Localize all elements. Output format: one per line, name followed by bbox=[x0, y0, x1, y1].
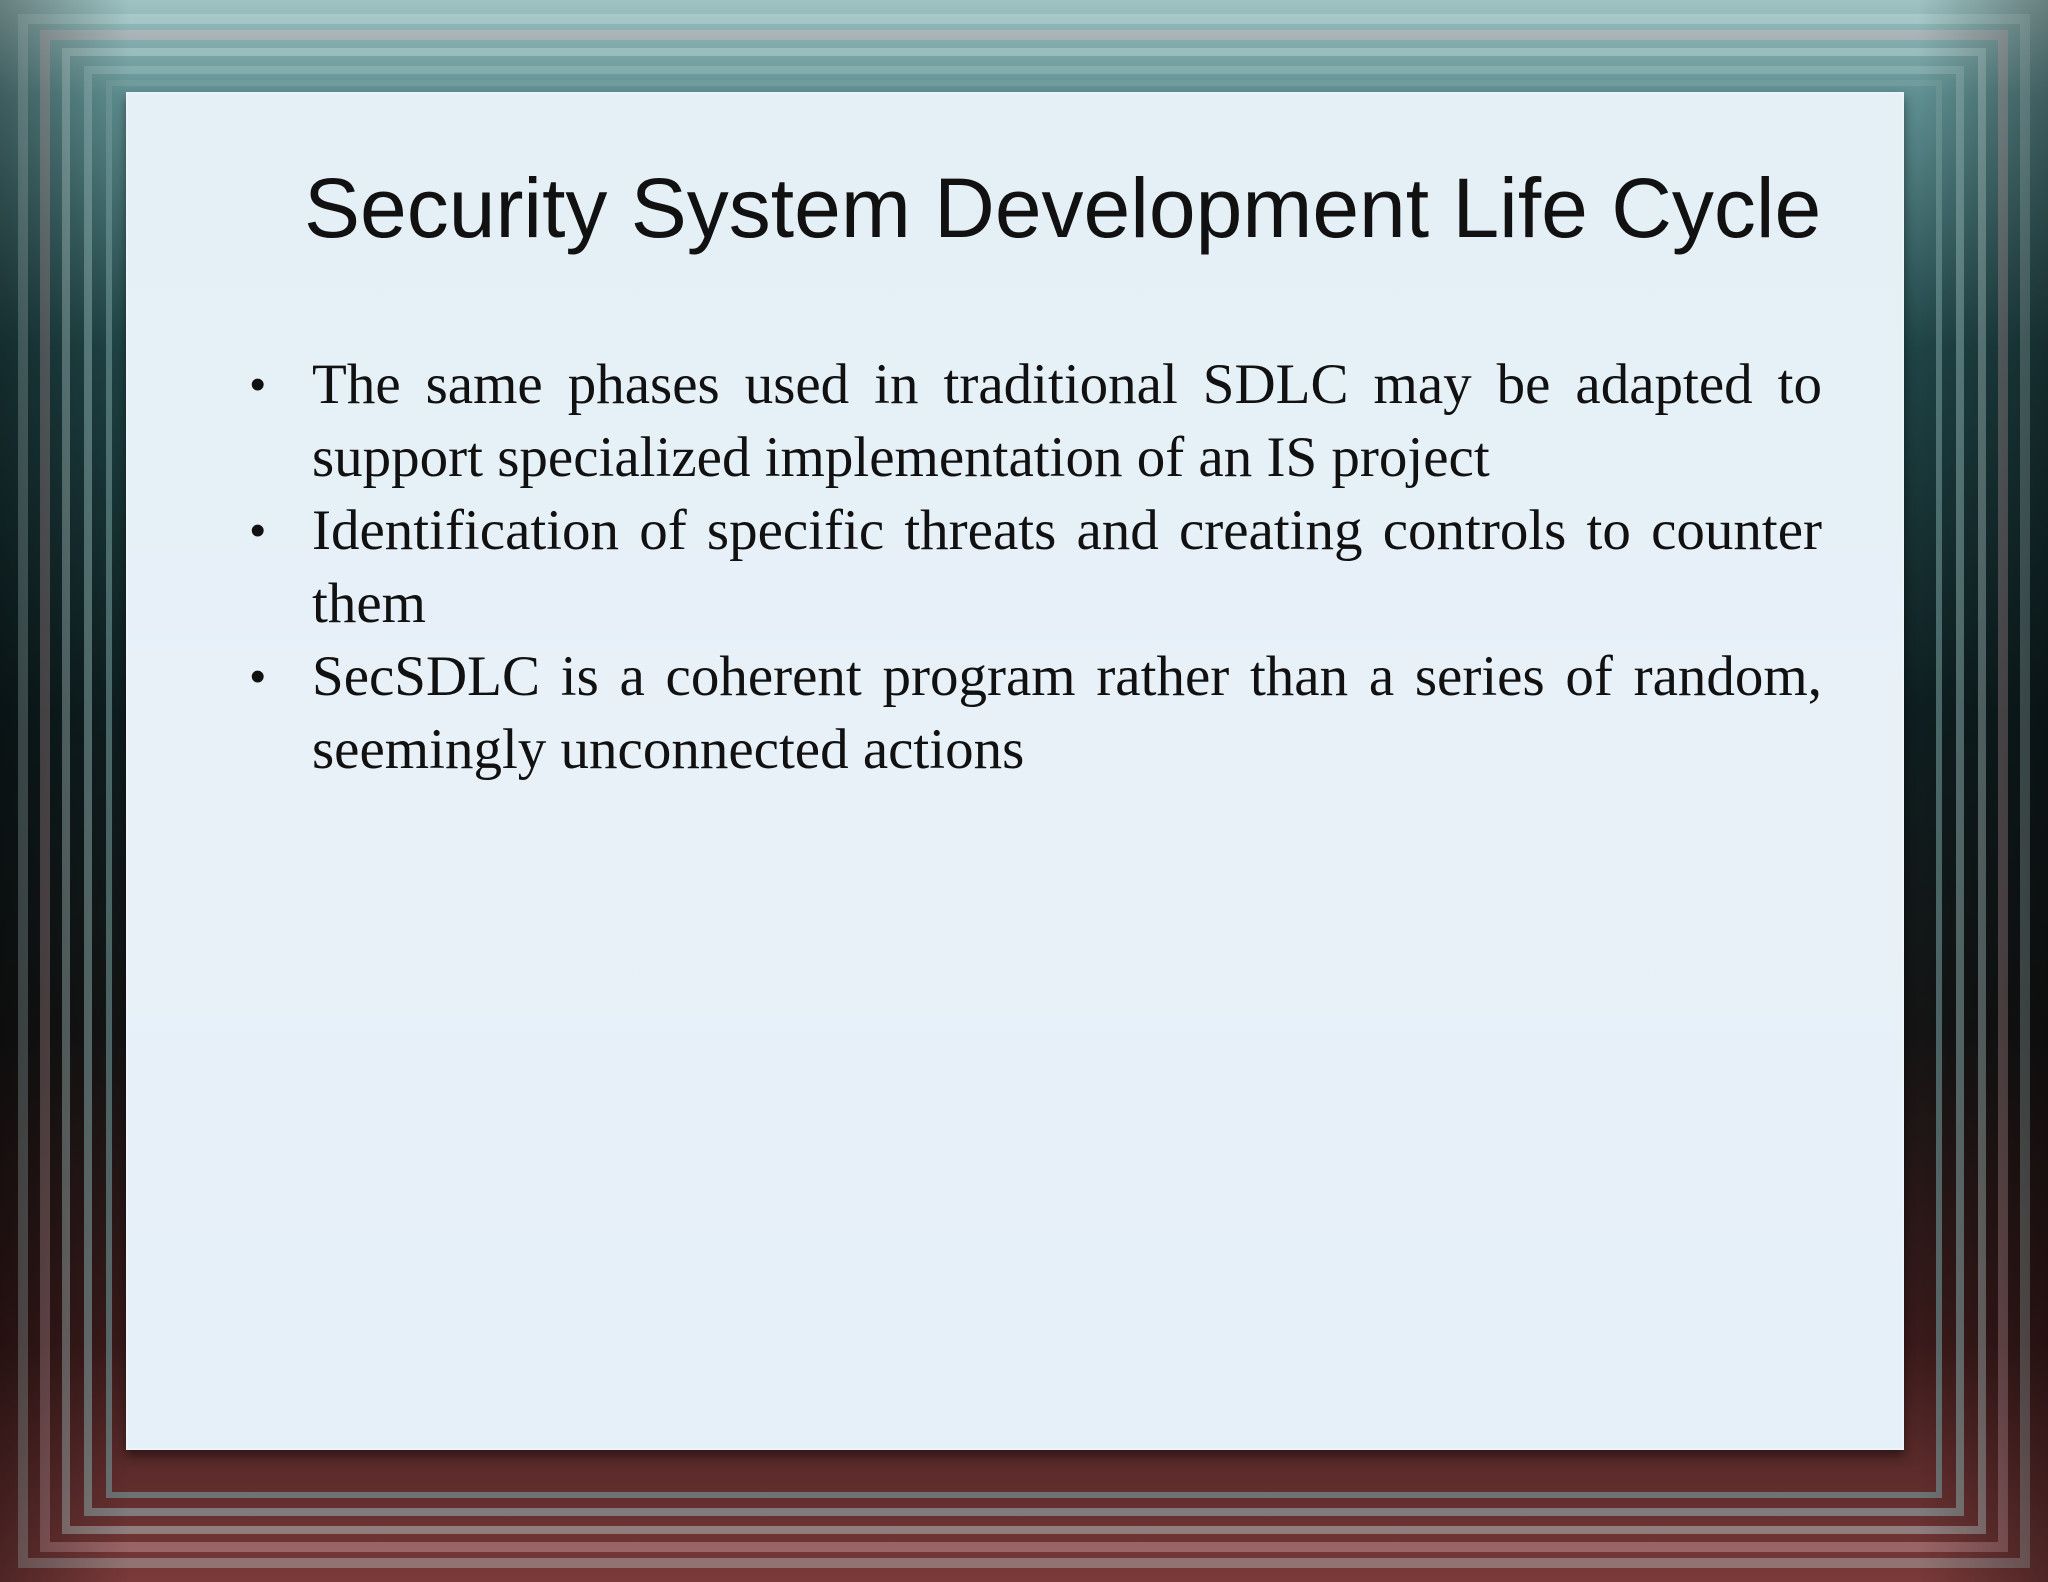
bullet-text: The same phases used in traditional SDLC may be adapted to support specialized implementation of an IS project bbox=[312, 353, 1822, 489]
bullet-item bbox=[250, 348, 1950, 494]
bullet-item bbox=[250, 494, 1950, 640]
bullet-item bbox=[250, 640, 1950, 786]
slide-content-panel bbox=[126, 92, 1904, 1450]
bullet-marker: • bbox=[250, 360, 266, 409]
bullet-text: SecSDLC is a coherent program rather than a series of random, seemingly unconnected actions bbox=[312, 645, 1822, 781]
bullet-marker: • bbox=[250, 652, 266, 701]
frame-shade-left bbox=[0, 0, 130, 1582]
bullet-marker: • bbox=[250, 506, 266, 555]
slide-title: Security System Development Life Cycle bbox=[304, 161, 1822, 255]
bullet-text: Identification of specific threats and creating controls to counter them bbox=[312, 499, 1822, 635]
bullet-list bbox=[250, 348, 1950, 786]
frame-shade-right bbox=[1918, 0, 2048, 1582]
